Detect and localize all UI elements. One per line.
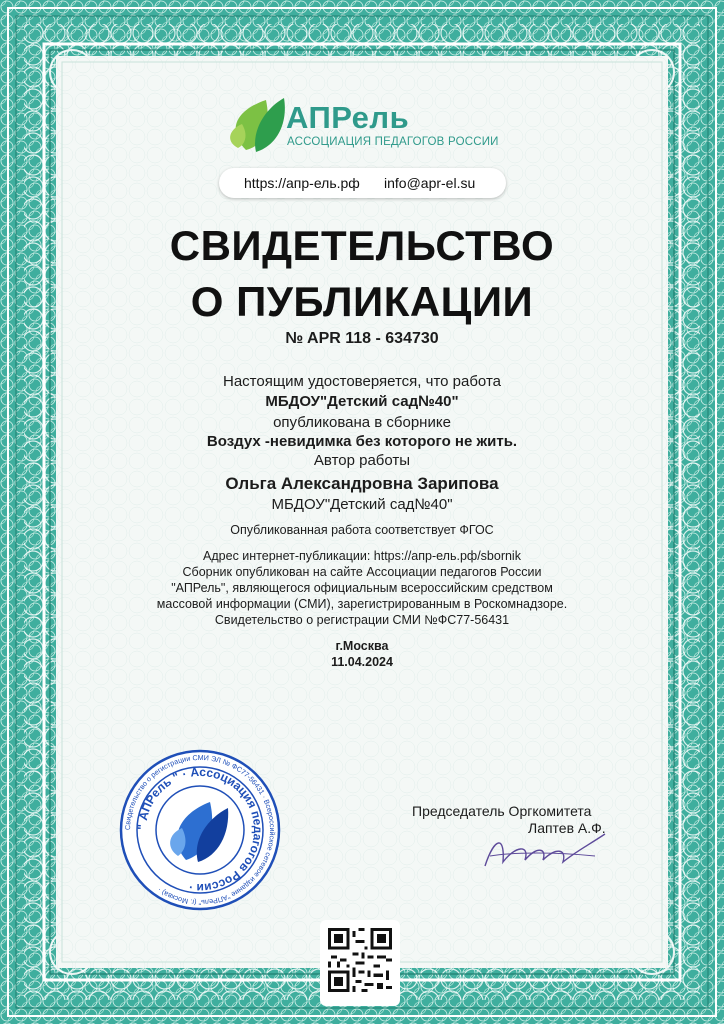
author-organization: МБДОУ"Детский сад№40" (271, 496, 453, 513)
author-name: Ольга Александровна Зарипова (225, 474, 499, 493)
info-line-3: массовой информации (СМИ), зарегистрированным в Роскомнадзоре. (156, 597, 568, 611)
seal-stamp (118, 748, 282, 912)
logo-name: АПРель (286, 100, 410, 135)
published-in-text: опубликована в сборнике (273, 414, 451, 431)
qr-code-icon[interactable] (328, 928, 392, 992)
info-line-2: "АПРель", являющегося официальным всероссийским средством (171, 581, 553, 595)
collection-title: Воздух -невидимка без которого не жить. (206, 433, 518, 450)
work-organization: МБДОУ"Детский сад№40" (265, 393, 459, 410)
signature-title: Председатель Оргкомитета (412, 803, 592, 819)
issue-date: 11.04.2024 (331, 655, 393, 669)
stamp-outer-text: Свидетельство о регистрации СМИ ЭЛ № ФС77-56431 · Всероссийское сетевое издание "АПРель" (г. Москва) · (122, 752, 278, 908)
certificate-number: № APR 118 - 634730 (285, 330, 439, 347)
signature-name: Лаптев А.Ф. (528, 820, 606, 836)
certificate-title-line2: О ПУБЛИКАЦИИ (190, 278, 534, 325)
publication-address: Адрес интернет-публикации: https://апр-ель.рф/sbornik (203, 549, 521, 563)
city: г.Москва (335, 639, 389, 653)
email-link[interactable]: info@apr-el.su (384, 175, 476, 191)
certificate-title-line1: СВИДЕТЕЛЬСТВО (169, 222, 555, 269)
info-line-1: Сборник опубликован на сайте Ассоциации педагогов России (182, 565, 542, 579)
author-label: Автор работы (313, 452, 411, 469)
stamp-inner-text: " АПРель " · Ассоциация педагогов России · (134, 764, 266, 896)
fgos-note: Опубликованная работа соответствует ФГОС (230, 523, 494, 537)
handwritten-signature (475, 826, 615, 876)
website-link[interactable]: https://апр-ель.рф (244, 175, 360, 191)
logo-subtitle: АССОЦИАЦИЯ ПЕДАГОГОВ РОССИИ (287, 136, 499, 148)
intro-text: Настоящим удостоверяется, что работа (223, 373, 501, 390)
info-line-4: Свидетельство о регистрации СМИ №ФС77-56431 (214, 613, 510, 627)
